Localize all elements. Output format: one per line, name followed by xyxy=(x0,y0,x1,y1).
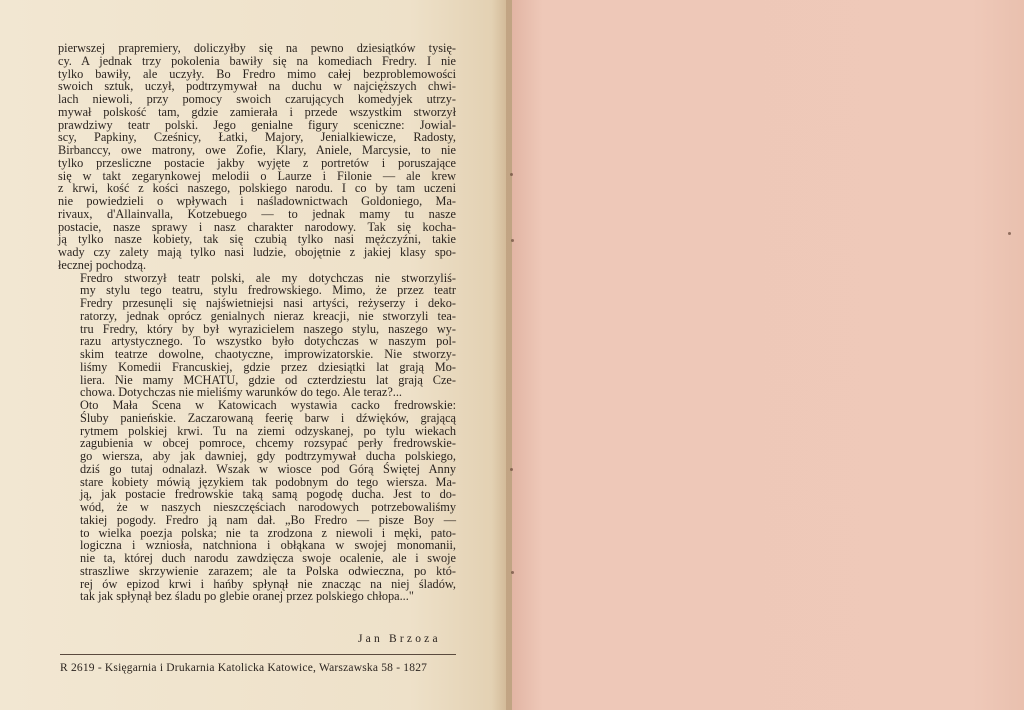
text-line: Oto Mała Scena w Katowicach wystawia cacko fredrowskie: xyxy=(80,398,456,412)
text-line: mywał polskość tam, gdzie zamierała i przede wszystkim stworzył xyxy=(58,104,456,119)
text-line: wód, że w naszych nieszczęściach narodowych potrzebowaliśmy xyxy=(80,500,456,514)
text-line: ją, jak postacie fredrowskie taką samą pogodę ducha. Jest to do- xyxy=(80,487,456,502)
footer-rule xyxy=(60,654,456,655)
text-line: Fredro stworzył teatr polski, ale my dotychczas nie stworzyliś- xyxy=(80,270,456,285)
article-text xyxy=(58,42,456,603)
text-line: scy, Papkiny, Cześnicy, Łatki, Majory, Jenialkiewicze, Radosty, xyxy=(58,130,456,145)
text-line: liera. Nie mamy MCHATU, gdzie od czterdziestu lat grają Cze- xyxy=(80,372,456,387)
text-line: się w takt zegarynkowej melodii o Laurze i Filonie — ale krew xyxy=(58,168,456,183)
paper-speck xyxy=(510,173,513,176)
paper-speck xyxy=(510,468,513,471)
right-page-blank xyxy=(512,0,1024,710)
text-line: Śluby panieńskie. Zaczarowaną feerię barw i dźwięków, grającą xyxy=(80,410,456,425)
text-line: nie powiedzieli o wpływach i naśladownictwach Goldoniego, Ma- xyxy=(58,194,456,208)
paper-speck xyxy=(511,571,514,574)
paragraph-1 xyxy=(58,42,456,272)
text-line: my stylu tego teatru, stylu fredrowskiego. Mimo, że przez teatr xyxy=(80,283,456,298)
text-line: łecznej pochodzą. xyxy=(58,257,147,272)
text-line: nie ta, której duch narodu zawdzięcza swoje ocalenie, ale i swoje xyxy=(80,551,456,565)
text-line: stare kobiety mówią językiem tak podobnym do tego wiersza. Ma- xyxy=(80,474,456,489)
text-line: go wiersza, aby jak dawniej, gdy podtrzymywał ducha polskiego, xyxy=(80,449,456,463)
text-line: cy. A jednak trzy pokolenia bawiły się na komediach Fredry. I nie xyxy=(58,53,456,68)
text-line: tylko bawiły, ale uczyły. Bo Fredro mimo całej bezproblemowości xyxy=(58,66,456,81)
text-line: tak jak spłynął bez śladu po glebie oranej przez polskiego chłopa..." xyxy=(80,589,414,604)
text-line: Birbanccy, owe matrony, owe Zofie, Klary, Aniele, Marcysie, to nie xyxy=(58,143,456,157)
author-signature: Jan Brzoza xyxy=(358,633,441,645)
text-line: straszliwe skrzywienie zarazem; ale ta Polska odwieczna, po któ- xyxy=(80,563,456,578)
text-line: postacie, nasze sprawy i nasz charakter narodowy. Tak się kocha- xyxy=(58,219,456,234)
text-line: rej ów epizod krwi i hańby spłynął nie znacząc na niej śladów, xyxy=(80,576,456,591)
text-line: zagubienia w obcej pomroce, chcemy rozsypać perły fredrowskie- xyxy=(80,436,456,451)
text-line: prawdziwy teatr polski. Jego genialne figury sceniczne: Jowial- xyxy=(58,117,456,132)
text-line: rivaux, d'Allainvalla, Kotzebuego — to jednak mamy tu nasze xyxy=(58,206,456,221)
paper-speck xyxy=(511,239,514,242)
text-line: z krwi, kość z kości naszego, polskiego narodu. I co by tam uczeni xyxy=(58,181,456,196)
paper-speck xyxy=(1008,232,1011,235)
text-line: dziś go tutaj odnalazł. Wszak w wiosce pod Górą Świętej Anny xyxy=(80,461,456,476)
text-line: swoich sztuk, uczył, podtrzymywał na duchu w najcięższych chwi- xyxy=(58,79,456,94)
paragraph-2 xyxy=(58,272,456,400)
text-line: logiczna i wzniosła, natchniona i obłąkana w swojej monomanii, xyxy=(80,538,456,553)
text-line: rytmem polskiej krwi. Tu na ziemi odzyskanej, po tylu wiekach xyxy=(80,423,456,438)
text-line: tylko przesliczne postacie jakby wyjęte z portretów i poruszające xyxy=(58,155,456,170)
text-line: chowa. Dotychczas nie mieliśmy warunków do tego. Ale teraz?... xyxy=(80,385,403,400)
text-line: liśmy Komedii Francuskiej, gdzie przez dziesiątki lat grają Mo- xyxy=(80,359,456,374)
text-line: skim teatrze dowolne, chaotyczne, improwizatorskie. Nie stworzy- xyxy=(80,347,456,361)
text-line: takiej pogody. Fredro ją nam dał. „Bo Fredro — pisze Boy — xyxy=(80,512,456,527)
text-line: pierwszej prapremiery, doliczyłby się na pewno dziesiątków tysię- xyxy=(58,41,456,55)
text-line: lach niewoli, przy pomocy swoich czarujących komedyjek utrzy- xyxy=(58,92,456,106)
text-line: ją tylko nasze kobiety, tak się czubią tylko nasi mężczyźni, takie xyxy=(58,232,456,247)
text-line: Fredry przesunęli się najświetniejsi nasi artyści, reżyserzy i deko- xyxy=(80,296,456,310)
text-line: tru Fredry, który by był wyrazicielem naszego stylu, naszego wy- xyxy=(80,321,456,336)
text-line: wady czy zalety mają tylko nasi ludzie, obojętnie z jakiej klasy spo- xyxy=(58,245,456,259)
text-line: ratorzy, jednak oprócz genialnych nieraz kreacji, nie stworzyli tea- xyxy=(80,308,456,323)
printer-imprint: R 2619 - Księgarnia i Drukarnia Katolicka Katowice, Warszawska 58 - 1827 xyxy=(60,662,428,674)
text-line: razu artystycznego. To wszystko było dotychczas w naszym pol- xyxy=(80,334,456,349)
text-line: to wielka poezja polska; nie ta zrodzona z niewoli i męki, pato- xyxy=(80,525,456,540)
paragraph-3 xyxy=(58,399,456,603)
